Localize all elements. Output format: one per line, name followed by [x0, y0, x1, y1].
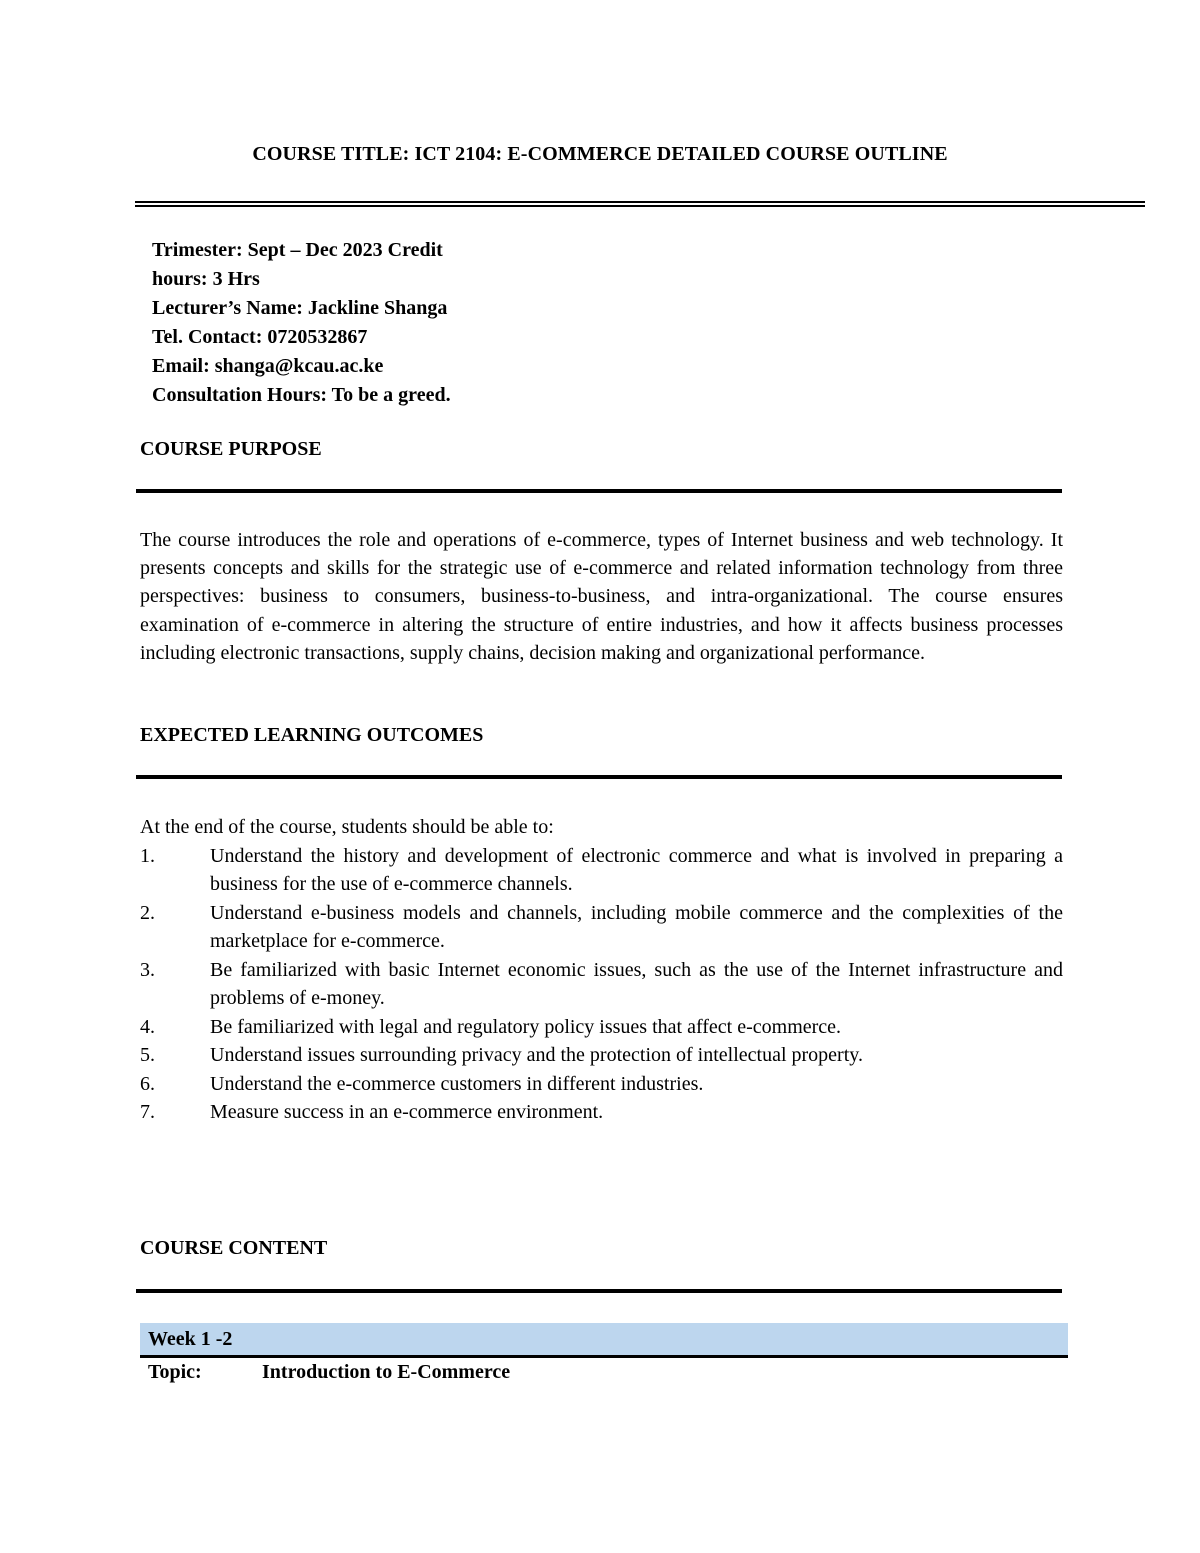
topic-label: Topic:: [148, 1361, 202, 1383]
list-item: [140, 1041, 1063, 1070]
learning-outcomes-rule: [136, 775, 1062, 779]
list-item-number: 6.: [140, 1072, 155, 1095]
week-label: Week 1 -2: [148, 1328, 233, 1350]
document-title: COURSE TITLE: ICT 2104: E-COMMERCE DETAILED COURSE OUTLINE: [252, 143, 948, 165]
list-item-text: Be familiarized with legal and regulatory policy issues that affect e-commerce.: [210, 1015, 842, 1038]
week-header-bar: [140, 1323, 1068, 1358]
lecturer-name-line: Lecturer’s Name: Jackline Shanga: [152, 297, 448, 319]
list-item: [140, 842, 1063, 899]
list-item-number: 7.: [140, 1101, 155, 1123]
list-item-number: 2.: [140, 901, 155, 924]
trimester-line: Trimester: Sept – Dec 2023 Credit: [152, 239, 443, 261]
list-item: [140, 1013, 1063, 1042]
tel-contact-line: Tel. Contact: 0720532867: [152, 326, 368, 348]
course-content-heading: COURSE CONTENT: [140, 1237, 328, 1259]
course-purpose-text: The course introduces the role and operations of e-commerce, types of Internet business and web technology. It presents concepts and skills for the strategic use of e-commerce and related information technology from three perspectives: business to consumers, business-to-business, and intra-organizational. The course ensures examination of e-commerce in altering the structure of entire industries, and how it affects business processes including electronic transactions, supply chains, decision making and organizational performance.: [140, 529, 1063, 664]
list-item-text: Understand issues surrounding privacy and the protection of intellectual property.: [210, 1044, 863, 1066]
learning-outcomes-list: [140, 813, 1063, 1127]
email-line: Email: shanga@kcau.ac.ke: [152, 355, 384, 377]
course-purpose-rule: [136, 489, 1062, 493]
list-item-number: 1.: [140, 844, 155, 867]
list-item-text: Measure success in an e-commerce environment.: [210, 1101, 604, 1123]
topic-value: Introduction to E-Commerce: [262, 1361, 511, 1383]
learning-outcomes-heading: EXPECTED LEARNING OUTCOMES: [140, 724, 484, 746]
list-item-number: 4.: [140, 1015, 155, 1038]
list-item: [140, 956, 1063, 1013]
list-item: [140, 1070, 1063, 1099]
course-purpose-heading: COURSE PURPOSE: [140, 438, 322, 460]
list-item-text: Understand the history and development of electronic commerce and what is involved in preparing a business for the use of e-commerce channels.: [210, 844, 1063, 895]
list-item-text: Be familiarized with basic Internet economic issues, such as the use of the Internet infrastructure and problems of e-money.: [210, 958, 1063, 1009]
list-item-number: 3.: [140, 958, 155, 981]
course-content-rule: [136, 1289, 1062, 1293]
title-double-rule: [135, 201, 1145, 207]
credit-hours-line: hours: 3 Hrs: [152, 268, 260, 290]
outcomes-intro: At the end of the course, students should be able to:: [140, 816, 554, 838]
list-item-number: 5.: [140, 1044, 155, 1066]
course-info-block: [152, 236, 451, 410]
consultation-hours-line: Consultation Hours: To be a greed.: [152, 384, 451, 406]
list-item-text: Understand e-business models and channels, including mobile commerce and the complexities of the marketplace for e-commerce.: [210, 901, 1063, 952]
list-item: [140, 1098, 1063, 1127]
list-item-text: Understand the e-commerce customers in different industries.: [210, 1072, 704, 1095]
list-item: [140, 899, 1063, 956]
